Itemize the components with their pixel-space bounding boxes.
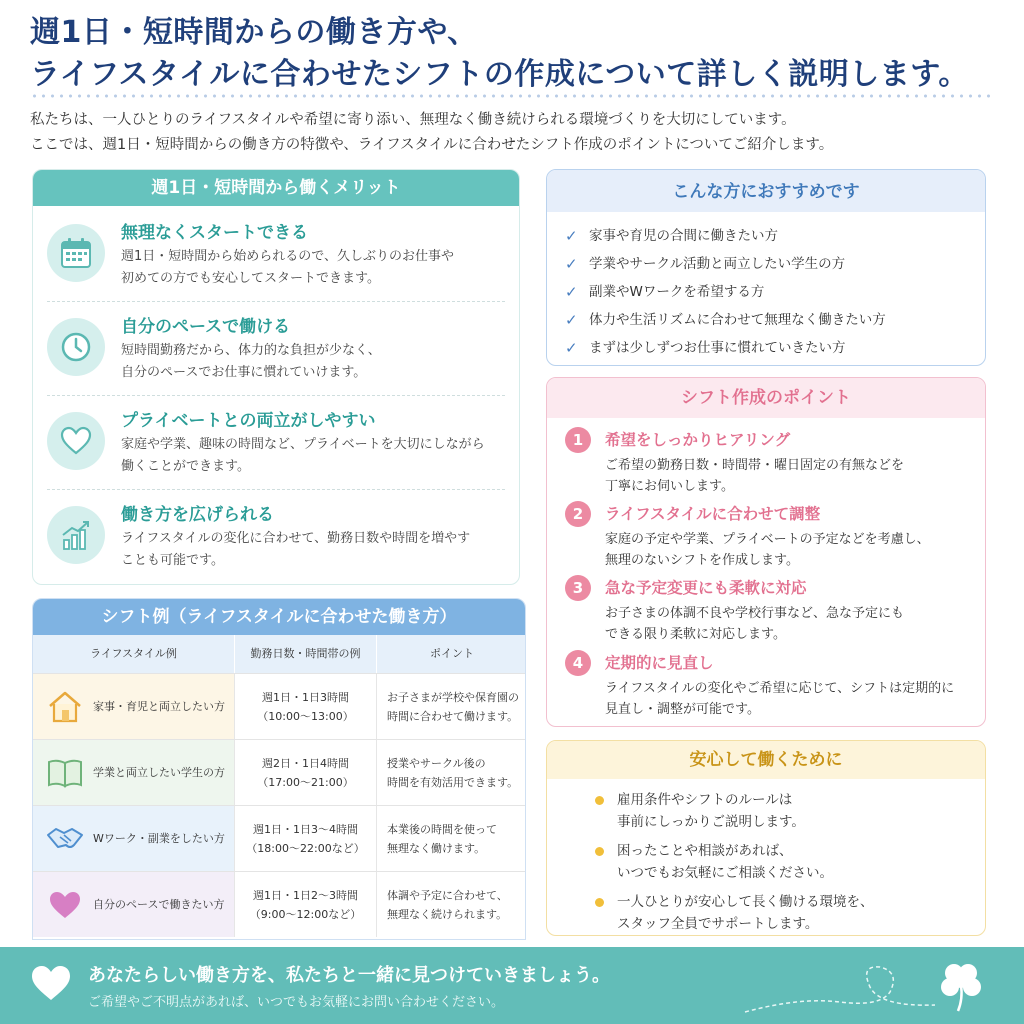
recommend-text: まずは少しずつお仕事に慣れていきたい方 bbox=[589, 340, 846, 356]
table-row bbox=[33, 739, 526, 805]
merit-item bbox=[47, 210, 507, 304]
table-row bbox=[33, 871, 526, 937]
lifestyle-text: Wワーク・副業をしたい方 bbox=[93, 832, 225, 845]
lifestyle-text: 家事・育児と両立したい方 bbox=[93, 700, 225, 713]
merit-divider bbox=[47, 395, 505, 396]
clock-icon bbox=[47, 318, 105, 376]
shift-table-heading: シフト例（ライフスタイルに合わせた働き方） bbox=[33, 599, 525, 635]
merit-desc-line: 初めての方でも安心してスタートできます。 bbox=[121, 271, 380, 286]
merit-title: 自分のペースで働ける bbox=[121, 317, 291, 337]
schedule-days: 週1日・1日2〜3時間 bbox=[253, 888, 358, 902]
check-icon: ✓ bbox=[565, 311, 578, 329]
schedule-time: （18:00〜22:00など） bbox=[246, 841, 365, 855]
safe-text-line: 雇用条件やシフトのルールは bbox=[617, 792, 793, 808]
merit-desc-line: ライフスタイルの変化に合わせて、勤務日数や時間を増やす bbox=[121, 531, 471, 546]
points-heading: シフト作成のポイント bbox=[547, 378, 985, 418]
safe-card bbox=[546, 740, 986, 936]
point-desc-line: 家庭の予定や学業、プライベートの予定などを考慮し、 bbox=[605, 532, 930, 547]
point-description bbox=[605, 603, 975, 645]
title-line-1: 週1日・短時間からの働き方や、 bbox=[30, 15, 478, 50]
recommend-text: 学業やサークル活動と両立したい学生の方 bbox=[589, 256, 846, 272]
schedule-days: 週2日・1日4時間 bbox=[262, 756, 349, 770]
table-header bbox=[33, 635, 526, 673]
point-number-badge: 2 bbox=[565, 501, 591, 527]
merit-desc-line: 短時間勤務だから、体力的な負担が少なく、 bbox=[121, 343, 381, 358]
point-description bbox=[605, 455, 975, 497]
footer-subtext: ご希望やご不明点があれば、いつでもお気軽にお問い合わせください。 bbox=[88, 995, 505, 1010]
dotted-divider bbox=[30, 94, 990, 98]
point-desc-line: 無理のないシフトを作成します。 bbox=[605, 553, 799, 568]
lifestyle-cell bbox=[33, 674, 235, 739]
shift-table-card bbox=[32, 598, 526, 940]
point-desc-line: 丁寧にお伺いします。 bbox=[605, 479, 734, 494]
point-title: 急な予定変更にも柔軟に対応 bbox=[605, 579, 807, 597]
point-number-badge: 4 bbox=[565, 650, 591, 676]
check-icon: ✓ bbox=[565, 227, 578, 245]
list-item bbox=[595, 840, 985, 884]
point-desc-line: ライフスタイルの変化やご希望に応じて、シフトは定期的に bbox=[605, 681, 955, 696]
safe-text-line: 一人ひとりが安心して長く働ける環境を、 bbox=[617, 894, 874, 910]
point-title: 定期的に見直し bbox=[605, 654, 714, 672]
list-item bbox=[565, 334, 985, 362]
point-text-line: 本業後の時間を使って bbox=[387, 822, 497, 836]
schedule-time: （17:00〜21:00） bbox=[257, 775, 354, 789]
table-row bbox=[33, 805, 526, 871]
recommend-text: 体力や生活リズムに合わせて無理なく働きたい方 bbox=[589, 312, 886, 328]
recommend-heading: こんな方におすすめです bbox=[547, 170, 985, 212]
point-description bbox=[605, 678, 975, 720]
list-item bbox=[595, 789, 985, 833]
growth-chart-icon bbox=[47, 506, 105, 564]
merit-divider bbox=[47, 301, 505, 302]
lifestyle-text: 自分のペースで働きたい方 bbox=[93, 898, 225, 911]
list-item bbox=[565, 306, 985, 334]
list-item bbox=[565, 222, 985, 250]
recommend-text: 家事や育児の合間に働きたい方 bbox=[589, 228, 778, 244]
merit-desc-line: 働くことができます。 bbox=[121, 459, 250, 474]
schedule-time: （9:00〜12:00など） bbox=[249, 907, 362, 921]
check-icon: ✓ bbox=[565, 283, 578, 301]
point-description bbox=[605, 529, 975, 571]
point-text-line: 無理なく続けられます。 bbox=[387, 907, 508, 921]
page-title bbox=[30, 12, 1000, 96]
point-desc-line: 見直し・調整が可能です。 bbox=[605, 702, 760, 717]
point-number-badge: 1 bbox=[565, 427, 591, 453]
merit-description bbox=[121, 246, 511, 290]
point-cell bbox=[377, 674, 526, 739]
point-desc-line: お子さまの体調不良や学校行事など、急な予定にも bbox=[605, 606, 905, 621]
safe-heading: 安心して働くために bbox=[547, 741, 985, 779]
merit-description bbox=[121, 340, 511, 384]
merit-desc-line: 週1日・短時間から始められるので、久しぶりのお仕事や bbox=[121, 249, 455, 264]
table-row bbox=[33, 673, 526, 739]
point-title: ライフスタイルに合わせて調整 bbox=[605, 505, 821, 523]
point-text-line: 無理なく働けます。 bbox=[387, 841, 486, 855]
point-cell bbox=[377, 806, 526, 871]
merits-heading: 週1日・短時間から働くメリット bbox=[33, 170, 519, 206]
bullet-dot-icon bbox=[595, 796, 604, 805]
merit-title: 無理なくスタートできる bbox=[121, 223, 308, 243]
dashed-ribbon-icon bbox=[740, 957, 940, 1017]
safe-list bbox=[547, 779, 985, 935]
merit-item bbox=[47, 398, 507, 492]
merit-divider bbox=[47, 489, 505, 490]
safe-text-line: スタッフ全員でサポートします。 bbox=[617, 916, 819, 932]
point-number-badge: 3 bbox=[565, 575, 591, 601]
intro-line-2: ここでは、週1日・短時間からの働き方の特徴や、ライフスタイルに合わせたシフト作成のポイントについてご紹介します。 bbox=[30, 137, 834, 153]
point-cell bbox=[377, 740, 526, 805]
schedule-days: 週1日・1日3時間 bbox=[262, 690, 349, 704]
merit-desc-line: 家庭や学業、趣味の時間など、プライベートを大切にしながら bbox=[121, 437, 485, 452]
title-line-2: ライフスタイルに合わせたシフトの作成について詳しく説明します。 bbox=[30, 57, 969, 92]
bullet-dot-icon bbox=[595, 898, 604, 907]
lifestyle-text: 学業と両立したい学生の方 bbox=[93, 766, 225, 779]
schedule-days: 週1日・1日3〜4時間 bbox=[253, 822, 358, 836]
point-text-line: 体調や予定に合わせて、 bbox=[387, 888, 508, 902]
calendar-icon bbox=[47, 224, 105, 282]
schedule-time: （10:00〜13:00） bbox=[257, 709, 354, 723]
point-text-line: 時間を有効活用できます。 bbox=[387, 775, 519, 789]
book-icon bbox=[45, 753, 85, 793]
merit-item bbox=[47, 492, 507, 585]
intro-line-1: 私たちは、一人ひとりのライフスタイルや希望に寄り添い、無理なく働き続けられる環境づくりを大切にしています。 bbox=[30, 112, 796, 128]
merit-description bbox=[121, 528, 511, 572]
merit-title: 働き方を広げられる bbox=[121, 505, 274, 525]
safe-text-line: いつでもお気軽にご相談ください。 bbox=[617, 865, 833, 881]
list-item bbox=[595, 891, 985, 935]
recommend-card bbox=[546, 169, 986, 366]
point-text-line: 授業やサークル後の bbox=[387, 756, 486, 770]
schedule-cell bbox=[235, 872, 377, 937]
bullet-dot-icon bbox=[595, 847, 604, 856]
safe-text-line: 事前にしっかりご説明します。 bbox=[617, 814, 805, 830]
recommend-list bbox=[547, 212, 985, 362]
merit-description bbox=[121, 434, 511, 478]
merit-desc-line: ことも可能です。 bbox=[121, 553, 224, 568]
list-item bbox=[565, 278, 985, 306]
merit-item bbox=[47, 304, 507, 398]
footer-message: あなたらしい働き方を、私たちと一緒に見つけていきましょう。 bbox=[88, 965, 610, 986]
points-card bbox=[546, 377, 986, 727]
point-desc-line: ご希望の勤務日数・時間帯・曜日固定の有無などを bbox=[605, 458, 905, 473]
check-icon: ✓ bbox=[565, 255, 578, 273]
footer-banner bbox=[0, 947, 1024, 1024]
schedule-cell bbox=[235, 806, 377, 871]
clover-icon bbox=[936, 959, 986, 1013]
point-title: 希望をしっかりヒアリング bbox=[605, 431, 791, 449]
house-icon bbox=[45, 687, 85, 727]
check-icon: ✓ bbox=[565, 339, 578, 357]
merit-desc-line: 自分のペースでお仕事に慣れていけます。 bbox=[121, 365, 367, 380]
column-header: ライフスタイル例 bbox=[33, 635, 235, 673]
heart-icon bbox=[30, 964, 72, 1006]
handshake-icon bbox=[45, 819, 85, 859]
lifestyle-cell bbox=[33, 740, 235, 805]
lifestyle-cell bbox=[33, 806, 235, 871]
column-header: 勤務日数・時間帯の例 bbox=[235, 635, 377, 673]
column-header: ポイント bbox=[430, 647, 474, 660]
list-item bbox=[565, 250, 985, 278]
lifestyle-cell bbox=[33, 872, 235, 937]
point-cell bbox=[377, 872, 526, 937]
heart-icon bbox=[47, 412, 105, 470]
recommend-text: 副業やWワークを希望する方 bbox=[589, 284, 765, 300]
point-text-line: お子さまが学校や保育園の bbox=[387, 690, 519, 704]
intro-text bbox=[30, 108, 1010, 158]
point-text-line: 時間に合わせて働けます。 bbox=[387, 709, 519, 723]
heart-icon bbox=[45, 885, 85, 925]
schedule-cell bbox=[235, 674, 377, 739]
point-desc-line: できる限り柔軟に対応します。 bbox=[605, 627, 786, 642]
schedule-cell bbox=[235, 740, 377, 805]
safe-text-line: 困ったことや相談があれば、 bbox=[617, 843, 793, 859]
merit-title: プライベートとの両立がしやすい bbox=[121, 411, 376, 431]
merits-card bbox=[32, 169, 520, 585]
